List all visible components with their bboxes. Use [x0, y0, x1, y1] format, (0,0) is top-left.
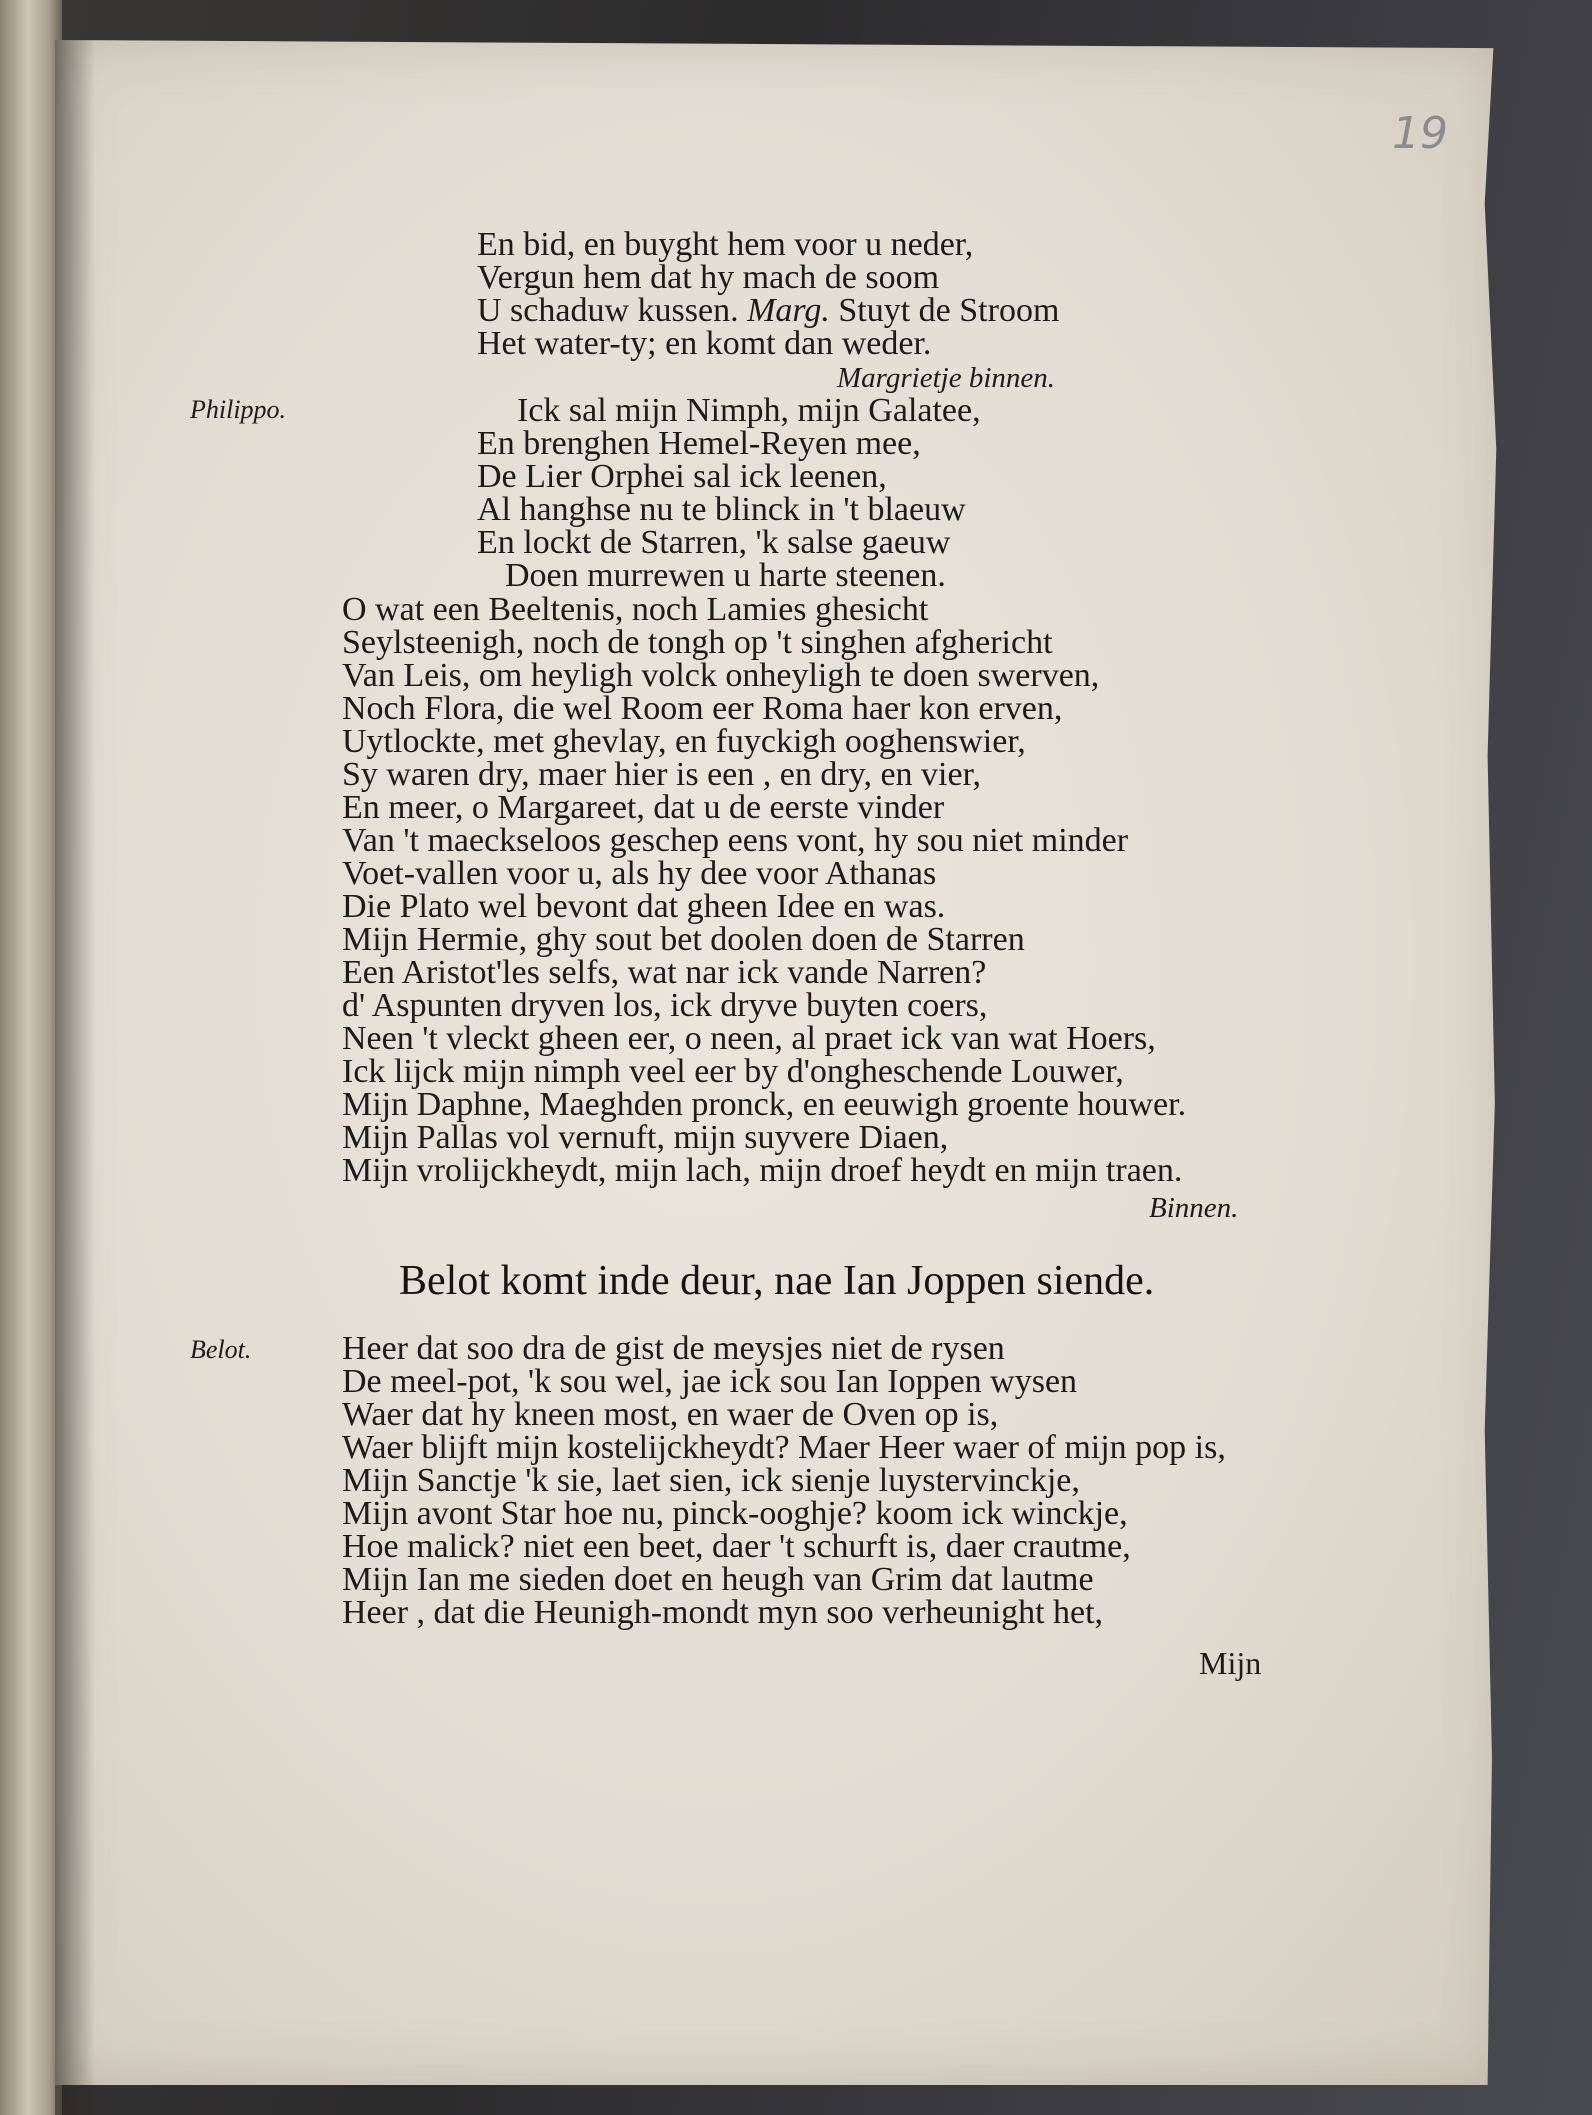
speaker-name-belot: Belot.	[190, 1335, 252, 1364]
verse-line: Neen 't vleckt gheen eer, o neen, al praet ick van wat Hoers,	[342, 1020, 1156, 1057]
verse-line: En bid, en buyght hem voor u neder,	[477, 226, 974, 263]
verse-line: Mijn Pallas vol vernuft, mijn suyvere Diaen,	[342, 1119, 949, 1156]
verse-line: Waer blijft mijn kostelijckheydt? Maer Heer waer of mijn pop is,	[342, 1429, 1226, 1466]
speaker-name-philippo: Philippo.	[190, 395, 287, 424]
verse-line: Noch Flora, die wel Room eer Roma haer kon erven,	[342, 690, 1063, 727]
verse-line: Al hanghse nu te blinck in 't blaeuw	[477, 491, 966, 528]
verse-line: En lockt de Starren, 'k salse gaeuw	[477, 524, 951, 561]
verse-line: Mijn Ian me sieden doet en heugh van Grim dat lautme	[342, 1561, 1094, 1598]
stage-direction: Binnen.	[1149, 1192, 1239, 1224]
verse-line: En meer, o Margareet, dat u de eerste vinder	[342, 789, 945, 826]
verse-line: Ick lijck mijn nimph veel eer by d'ongheschende Louwer,	[342, 1053, 1124, 1090]
verse-line: Voet-vallen voor u, als hy dee voor Athanas	[342, 855, 937, 892]
catchword: Mijn	[1199, 1645, 1262, 1681]
verse-line: Mijn avont Star hoe nu, pinck-ooghje? koom ick winckje,	[342, 1495, 1128, 1532]
verse-line: Doen murrewen u harte steenen.	[505, 557, 946, 594]
verse-line: Het water-ty; en komt dan weder.	[477, 325, 932, 362]
verse-fragment: U schaduw kussen.	[477, 292, 739, 329]
verse-line: Heer dat soo dra de gist de meysjes niet de rysen	[342, 1330, 1005, 1367]
verse-line: Een Aristot'les selfs, wat nar ick vande Narren?	[342, 954, 987, 991]
verse-line: Mijn vrolijckheydt, mijn lach, mijn droef heydt en mijn traen.	[342, 1152, 1183, 1189]
verse-line: En brenghen Hemel-Reyen mee,	[477, 425, 921, 462]
verse-line: Mijn Daphne, Maeghden pronck, en eeuwigh groente houwer.	[342, 1086, 1187, 1123]
verse-line: Seylsteenigh, noch de tongh op 't singhen afghericht	[342, 624, 1053, 661]
verse-line: Van Leis, om heyligh volck onheyligh te doen swerven,	[342, 657, 1100, 694]
scene-heading: Belot komt inde deur, nae Ian Joppen siende.	[399, 1258, 1155, 1304]
verse-line: Uytlockte, met ghevlay, en fuyckigh ooghenswier,	[342, 723, 1026, 760]
verse-line: Mijn Sanctje 'k sie, laet sien, ick sienje luystervinckje,	[342, 1462, 1080, 1499]
verse-line: Vergun hem dat hy mach de soom	[477, 259, 940, 296]
verse-line: O wat een Beeltenis, noch Lamies ghesicht	[342, 591, 929, 628]
gutter-shadow	[55, 40, 95, 2115]
verse-line: Mijn Hermie, ghy sout bet doolen doen de Starren	[342, 921, 1025, 958]
verse-line: De meel-pot, 'k sou wel, jae ick sou Ian Ioppen wysen	[342, 1363, 1078, 1400]
verse-line: Ick sal mijn Nimph, mijn Galatee,	[517, 392, 981, 429]
stage-direction: Margrietje binnen.	[837, 362, 1055, 394]
facing-page-edge	[0, 0, 62, 2115]
verse-line: De Lier Orphei sal ick leenen,	[477, 458, 887, 495]
verse-line: Sy waren dry, maer hier is een , en dry, en vier,	[342, 756, 982, 793]
folio-number: 19	[1392, 108, 1448, 159]
verse-line: Waer dat hy kneen most, en waer de Oven op is,	[342, 1396, 999, 1433]
verse-fragment: Stuyt de Stroom	[838, 292, 1060, 329]
verse-line: Van 't maeckseloos geschep eens vont, hy sou niet minder	[342, 822, 1129, 859]
verse-line: Hoe malick? niet een beet, daer 't schurft is, daer crautme,	[342, 1528, 1131, 1565]
inline-speaker-marg: Marg.	[747, 292, 830, 329]
verse-line: Heer , dat die Heunigh-mondt myn soo verheunight het,	[342, 1594, 1104, 1631]
verse-line: d' Aspunten dryven los, ick dryve buyten coers,	[342, 987, 988, 1024]
verse-line: Die Plato wel bevont dat gheen Idee en was.	[342, 888, 946, 925]
